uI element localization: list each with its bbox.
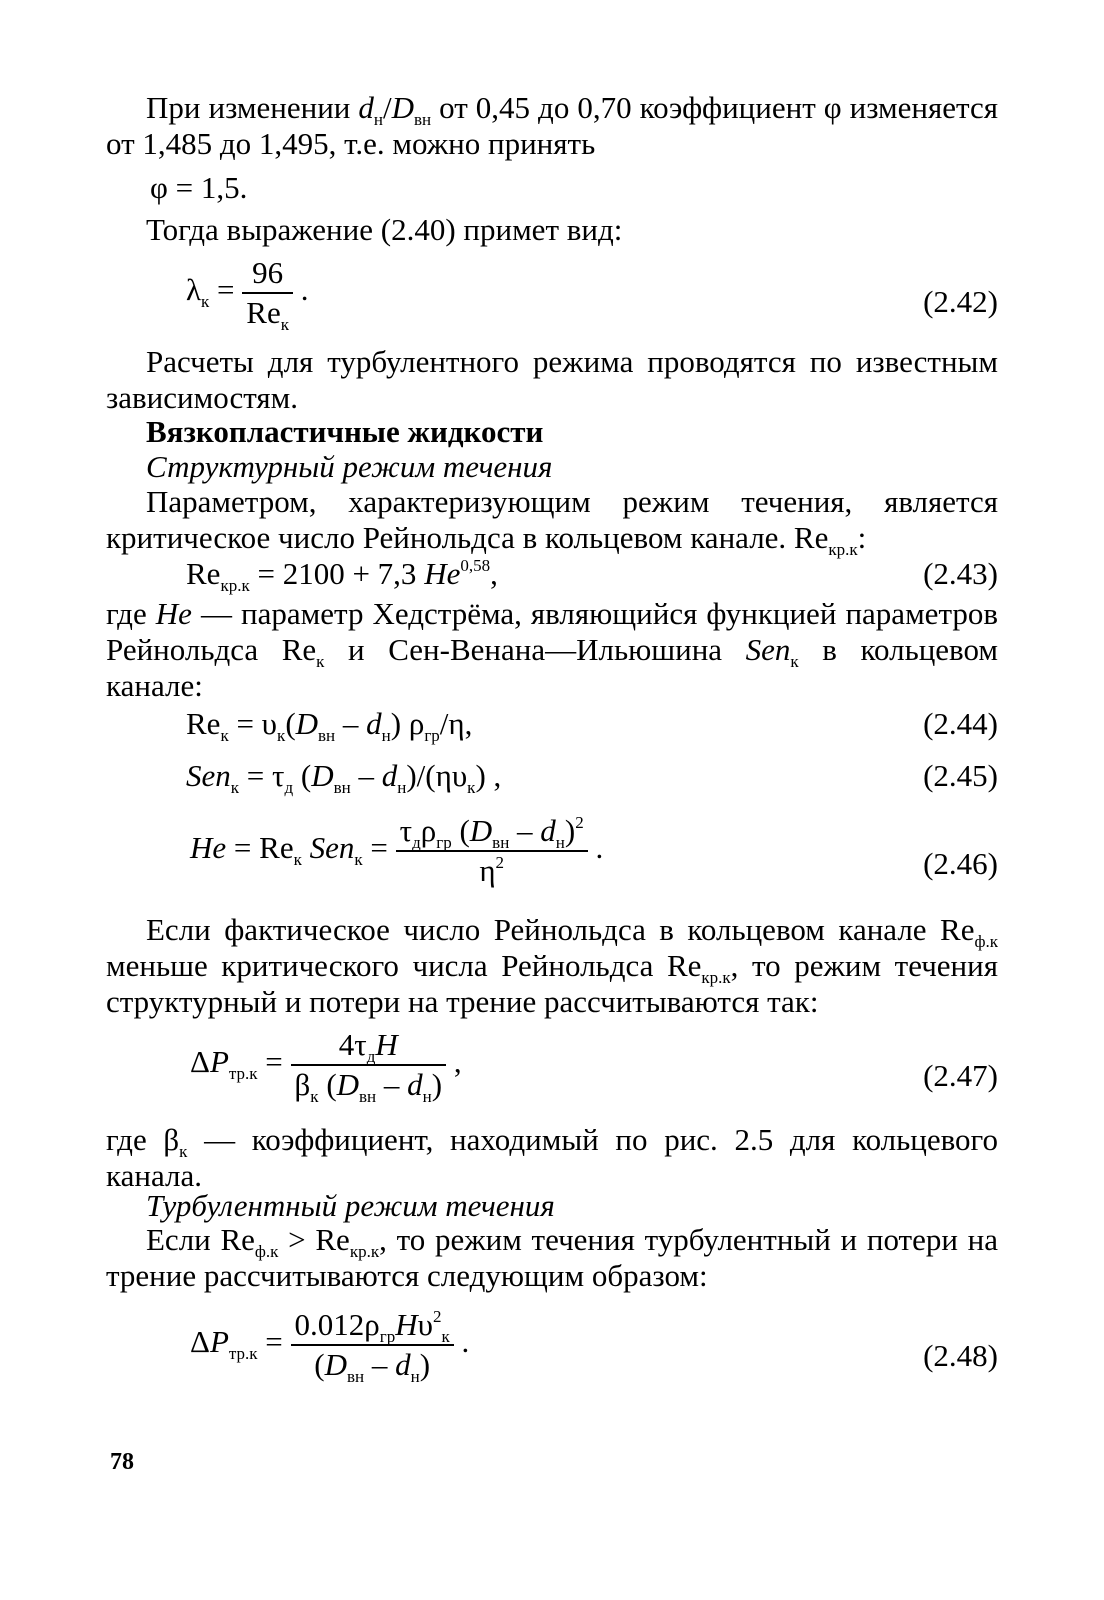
paragraph-4: Параметром, характеризующим режим течения, является критическое число Рейнольдса в кольцевом канале. $Re_{кр.к}$: [106, 484, 998, 559]
equation-number-2-46: (2.46) [923, 846, 998, 881]
equation-2-46: $He = Re_к$ Sen$_к$ = $\frac{\tau_д\rho_{гр} (D_{вн} - d_н)^2}{\eta^2}$ . [190, 813, 604, 888]
equation-2-47: $\Delta P_{тр.к}$ = $\frac{4\tau_дH}{\beta_к (D_{вн} - d_н)}$ , [190, 1027, 462, 1106]
equation-2-43: $Re_{кр.к} = 2100 + 7,3$ He$^{0,58}$, [186, 556, 498, 595]
equation-number-2-43: (2.43) [923, 556, 998, 591]
paragraph-6: где $\beta_к$ — коэффициент, находимый по рис. 2.5 для кольцевого канала. [106, 1122, 998, 1193]
equation-number-2-42: (2.42) [923, 284, 998, 319]
equation-number-2-47: (2.47) [923, 1058, 998, 1093]
equation-2-45: $Sen_к = \tau_д$ $(D_{вн} - d_н)/(\eta\upsilon_к)$ , [186, 758, 502, 797]
paragraph-7: Если $Re_{ф.к} > Re_{кр.к}$, то режим течения турбулентный и потери на трение рассчитываются следующим образом: [106, 1222, 999, 1293]
paragraph-2: Тогда выражение (2.40) примет вид: [146, 212, 623, 247]
equation-number-2-44: (2.44) [923, 706, 998, 741]
paragraph-1: При изменении $d_н/D_{вн}$ от 0,45 до 0,70 коэффициент φ изменяется от 1,485 до 1,495, т.е. можно принять [106, 90, 998, 161]
page-number: 78 [110, 1449, 134, 1475]
phi-value: φ = 1,5. [150, 170, 248, 205]
heading-viscoplastic: Вязкопластичные жидкости [146, 414, 544, 449]
paragraph-he-definition: где He — параметр Хедстрёма, являющийся функцией параметров Рейнольдса $Re_к$ и Сен-Венана—Ильюшина Sen$_к$ в кольцевом канале: [106, 596, 999, 703]
paragraph-5: Если фактическое число Рейнольдса в кольцевом канале $Re_{ф.к}$ меньше критического числа Рейнольдса $Re_{кр.к}$, то режим течения структурный и потери на трение рассчитываются так: [106, 912, 998, 1019]
subheading-turbulent: Турбулентный режим течения [146, 1188, 555, 1223]
equation-number-2-48: (2.48) [923, 1338, 998, 1373]
equation-number-2-45: (2.45) [923, 758, 998, 793]
subheading-structural: Структурный режим течения [146, 449, 553, 484]
equation-2-48: $\Delta P_{тр.к}$ = $\frac{0.012\rho_{гр}H\upsilon^2_к}{(D_{вн} - d_н)}$ . [190, 1307, 470, 1386]
paragraph-3: Расчеты для турбулентного режима проводятся по известным зависимостям. [106, 344, 998, 415]
equation-2-42: $\lambda_к$ = $\frac{96}{Re_к}$ . [186, 255, 309, 334]
equation-2-44: $Re_к = \upsilon_к(D_{вн} - d_н)$ $\rho_{гр}/\eta$, [186, 706, 473, 745]
